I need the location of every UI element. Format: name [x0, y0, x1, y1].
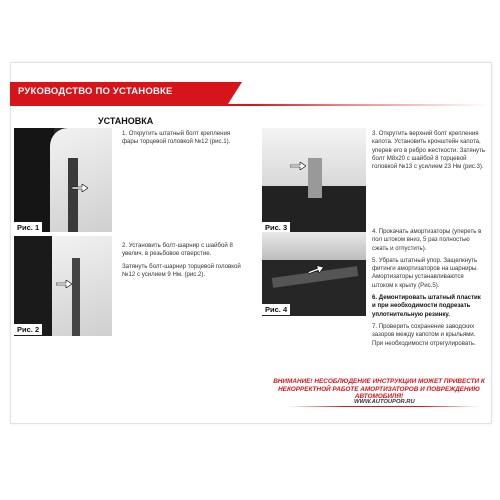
step-2b: Затянуть болт-шарнир торцевой головкой №12 с усилием 9 Нм. (рис.2).	[122, 262, 241, 278]
step-2a: 2. Установить болт-шарнир с шайбой 8 увелич. в резьбовое отверстие.	[122, 242, 233, 258]
figure-label: Рис. 1	[14, 222, 42, 233]
step-1-text	[122, 130, 244, 151]
photo-fig-3	[262, 128, 366, 232]
photo-fig-1	[14, 128, 112, 232]
arrow-icon	[290, 162, 306, 170]
steps-4-7-text	[372, 228, 486, 352]
warning-text: ВНИМАНИЕ! НЕСОБЛЮДЕНИЕ ИНСТРУКЦИИ МОЖЕТ ПРИВЕСТИ К НЕКОРРЕКТНОЙ РАБОТЕ АМОРТИЗАТОРОВ И ПОВРЕЖДЕНИЮ АВТОМОБИЛЯ!	[273, 378, 485, 400]
step-4: 4. Прокачать амортизаторы (упереть в пол штоком вниз, 5 раз полностью сжать и отпустить).	[372, 228, 482, 252]
figure-label: Рис. 3	[262, 222, 290, 233]
step-2-text	[122, 242, 244, 283]
figure-label: Рис. 2	[14, 324, 42, 335]
footer-rule	[288, 406, 478, 407]
figure-label: Рис. 4	[262, 304, 290, 315]
step-6: 6. Демонтировать штатный пластик и при необходимости подрезать уплотнительную резинку.	[372, 294, 481, 318]
step-1: 1. Открутить штатный болт крепления фары торцевой головкой №12 (рис.1).	[122, 130, 231, 146]
arrow-icon	[56, 280, 72, 288]
step-3-text	[372, 130, 486, 175]
arrow-icon	[72, 184, 88, 192]
step-5: 5. Убрать штатный упор. Защелкнуть фитинги амортизаторов на шарниры. Амортизаторы устанавливаются штоком к крылу (Рис.5).	[372, 256, 478, 289]
page-title: РУКОВОДСТВО ПО УСТАНОВКЕ	[18, 86, 173, 97]
photo-fig-2	[14, 236, 112, 336]
section-title: УСТАНОВКА	[98, 116, 154, 126]
step-3: 3. Открутить верхний болт крепления капота. Установить кронштейн капота, уперев его в ребро жесткости. Затянуть болт М8х20 с шайбой 8 торцевой головкой №13 с усилием 23 Нм (рис.3).	[372, 130, 486, 171]
step-7: 7. Проверить сохранение заводских зазоров между капотом и крыльями. При необходимости отрегулировать.	[372, 322, 476, 347]
header-rule	[10, 104, 490, 106]
website-link[interactable]: WWW.AUTOUPOR.RU	[354, 399, 415, 405]
